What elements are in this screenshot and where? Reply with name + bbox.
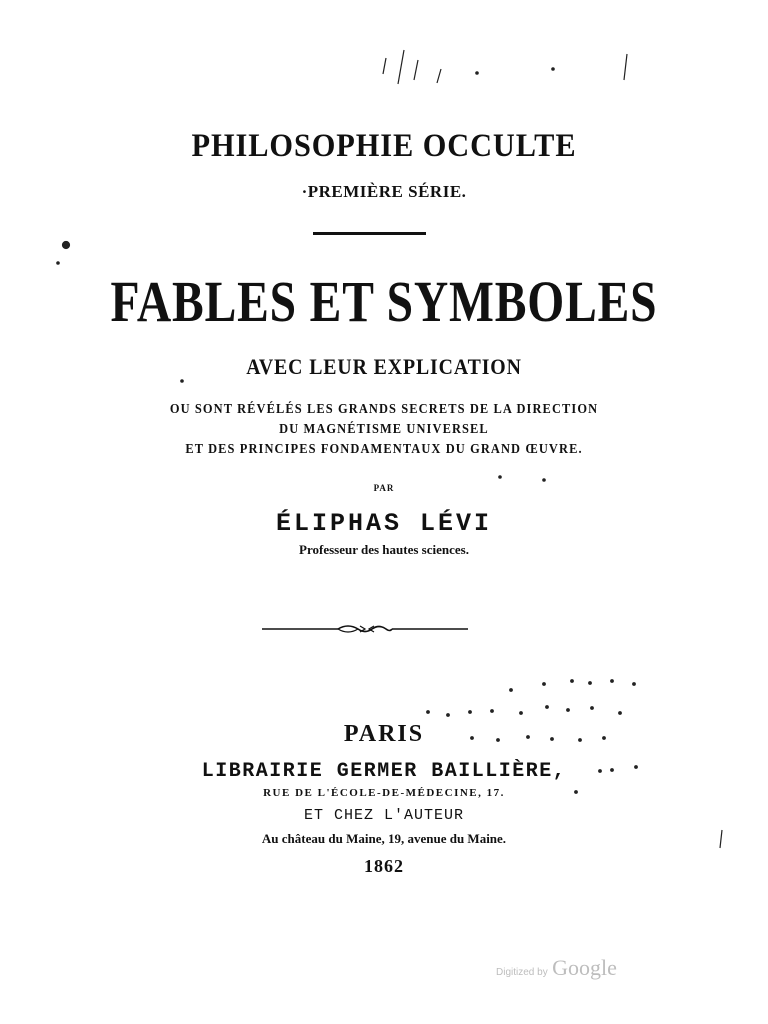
book-subtitle: AVEC LEUR EXPLICATION xyxy=(246,354,522,379)
ornament-rule-icon xyxy=(262,622,468,636)
publisher-address: RUE DE L'ÉCOLE-DE-MÉDECINE, 17. xyxy=(263,787,505,799)
digitized-by-label: Digitized by xyxy=(496,967,548,978)
series-title: PHILOSOPHIE OCCULTE xyxy=(191,128,577,164)
google-watermark xyxy=(496,955,617,981)
publication-city: PARIS xyxy=(343,721,425,747)
by-label: PAR xyxy=(373,483,395,493)
google-logo: Google xyxy=(552,955,617,980)
title-divider xyxy=(313,232,426,235)
description-line-2: DU MAGNÉTISME UNIVERSEL xyxy=(279,421,489,436)
publisher: LIBRAIRIE GERMER BAILLIÈRE, xyxy=(201,760,567,783)
book-title: FABLES ET SYMBOLES xyxy=(110,269,658,334)
author-title: Professeur des hautes sciences. xyxy=(299,542,469,557)
author-address-label: ET CHEZ L'AUTEUR xyxy=(303,807,465,824)
publication-year: 1862 xyxy=(364,856,404,876)
author-address: Au château du Maine, 19, avenue du Maine. xyxy=(261,831,507,846)
description-line-1: OU SONT RÉVÉLÉS LES GRANDS SECRETS DE LA DIRECTION xyxy=(169,401,599,416)
series-subtitle: ·PREMIÈRE SÉRIE. xyxy=(301,182,467,201)
author-name: ÉLIPHAS LÉVI xyxy=(275,509,493,538)
description-line-3: ET DES PRINCIPES FONDAMENTAUX DU GRAND ŒUVRE. xyxy=(185,441,583,456)
